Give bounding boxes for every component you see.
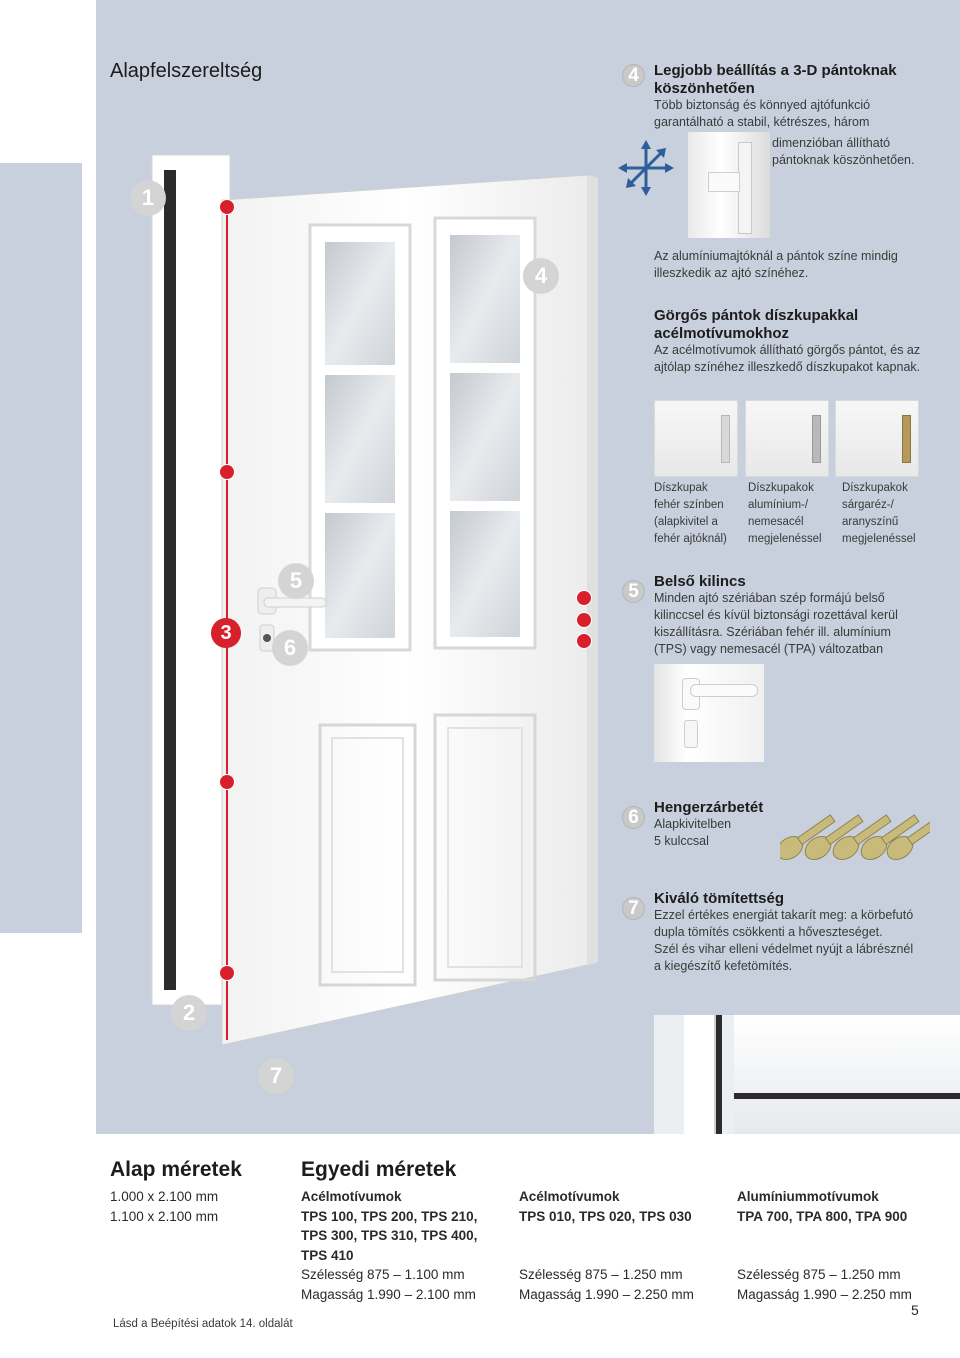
cylinder-text: Alapkivitelben 5 kulccsal: [654, 817, 732, 848]
seal-title: Kiváló tömítettség: [654, 890, 785, 907]
handle-text: Minden ajtó szériában szép formájú belső kilinccsel és kívül biztonsági rozettával kerül kiszállításra. Szériában fehér ill. alumínium (TPS) vagy nemesacél (TPA) változatban: [654, 591, 898, 656]
cap-photo-aluminium: [745, 400, 829, 477]
alap-sizes: 1.000 x 2.100 mm 1.100 x 2.100 mm: [110, 1189, 219, 1224]
feature-number-7: 7: [622, 897, 645, 920]
alap-title: Alap méretek: [110, 1158, 242, 1181]
seal-marker-dot: [577, 613, 591, 627]
handle-photo: [654, 664, 764, 762]
hinge-text-continued: dimenzióban állítható pántoknak köszönhetően.: [772, 136, 915, 167]
footnote: Lásd a Beépítési adatok 14. oldalát: [113, 1318, 293, 1330]
feature-number-6: 6: [622, 806, 645, 829]
seal-marker-dot: [220, 966, 234, 980]
hinge-photo: [688, 132, 770, 238]
cap-photo-white: [654, 400, 738, 477]
custom-col-aluminium-sizes: Szélesség 875 – 1.250 mm Magasság 1.990 – 2.250 mm: [737, 1267, 912, 1302]
keys-photo: [780, 790, 930, 865]
seal-marker-dot: [220, 200, 234, 214]
section-title: Alapfelszereltség: [110, 60, 263, 82]
feature-number-4: 4: [622, 64, 645, 87]
badge-5: 5: [278, 563, 314, 599]
cap-photo-brass: [835, 400, 919, 477]
badge-2: 2: [171, 995, 207, 1031]
cylinder-title: Hengerzárbetét: [654, 799, 764, 816]
custom-col-steel-2: Acélmotívumok TPS 010, TPS 020, TPS 030: [519, 1189, 692, 1224]
seal-photo: [654, 1015, 960, 1134]
roller-title: Görgős pántok díszkupakkal acélmotívumokhoz: [654, 307, 859, 342]
hinge-title: Legjobb beállítás a 3-D pántoknak köszönhetően: [654, 62, 897, 97]
roller-text: Az acélmotívumok állítható görgős pántot, és az ajtólap színéhez illeszkedő díszkupakot kapnak.: [654, 343, 921, 374]
hinge-note: Az alumíniumajtóknál a pántok színe mindig illeszkedik az ajtó színéhez.: [654, 249, 898, 280]
seal-marker-dot: [577, 591, 591, 605]
cap-caption-white: Díszkupak fehér színben (alapkivitel a fehér ajtóknál): [654, 482, 727, 545]
badge-6: 6: [272, 630, 308, 666]
badge-1: 1: [130, 180, 166, 216]
seal-marker-dot: [220, 465, 234, 479]
seal-text: Ezzel értékes energiát takarít meg: a körbefutó dupla tömítés csökkenti a hőveszteséget. Szél és vihar elleni védelmet nyújt a lábrésznél a kiegészítő kefetömítés.: [654, 908, 914, 973]
custom-col-steel-2-sizes: Szélesség 875 – 1.250 mm Magasság 1.990 – 2.250 mm: [519, 1267, 694, 1302]
custom-col-aluminium: Alumíniummotívumok TPA 700, TPA 800, TPA 900: [737, 1189, 908, 1224]
left-side-band: [0, 163, 82, 933]
cap-caption-brass: Díszkupakok sárgaréz-/ aranyszínű megjelenéssel: [842, 482, 916, 545]
3d-adjust-arrows-icon: [618, 140, 674, 196]
egyedi-title: Egyedi méretek: [301, 1158, 457, 1181]
page-number: 5: [911, 1302, 919, 1318]
cap-caption-aluminium: Díszkupakok alumínium-/ nemesacél megjelenéssel: [748, 482, 822, 545]
badge-4: 4: [523, 258, 559, 294]
hinge-text: Több biztonság és könnyed ajtófunkció garantálható a stabil, kétrészes, három: [654, 98, 871, 129]
custom-col-steel-1: Acélmotívumok TPS 100, TPS 200, TPS 210, TPS 300, TPS 310, TPS 400, TPS 410 Szélesség 875 – 1.100 mm Magasság 1.990 – 2.100 mm: [301, 1189, 478, 1302]
feature-number-5: 5: [622, 580, 645, 603]
badge-7: 7: [258, 1058, 294, 1094]
seal-marker-dot: [577, 634, 591, 648]
badge-3: 3: [211, 618, 241, 648]
handle-title: Belső kilincs: [654, 573, 746, 590]
seal-marker-dot: [220, 775, 234, 789]
